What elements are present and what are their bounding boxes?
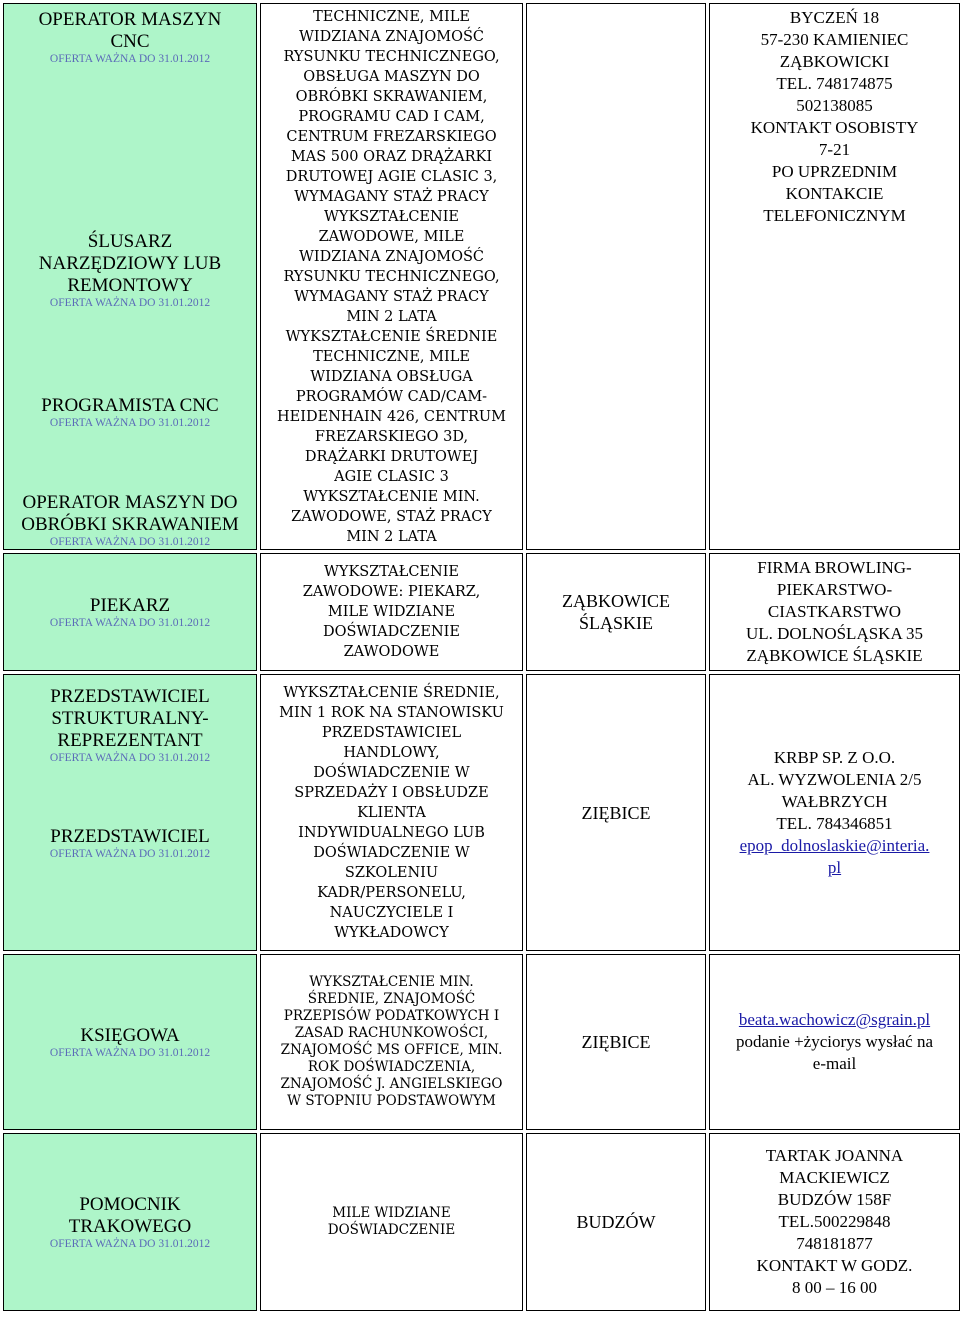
text-line: TEL.500229848 xyxy=(778,1212,891,1231)
text-line: MILE WIDZIANE xyxy=(327,604,456,620)
text-line: WYKSZTAŁCENIE ŚREDNIE xyxy=(285,329,498,345)
text-line: RYSUNKU TECHNICZNEGO, xyxy=(283,269,500,285)
text-line: 748181877 xyxy=(796,1234,873,1253)
text-line: TEL. 784346851 xyxy=(776,813,893,833)
text-line: 57-230 KAMIENIEC xyxy=(760,30,909,49)
job-title: NARZĘDZIOWY LUB xyxy=(38,253,222,275)
requirements-text xyxy=(265,974,518,1110)
table-row xyxy=(3,954,960,1130)
text-line: UL. DOLNOŚLĄSKA 35 xyxy=(745,624,924,643)
text-line: WAŁBRZYCH xyxy=(781,791,888,811)
job-title: OBRÓBKI SKRAWANIEM xyxy=(21,514,239,536)
text-line: TECHNICZNE, MILE xyxy=(313,9,470,25)
place-text xyxy=(531,1211,701,1233)
place-cell xyxy=(526,674,706,951)
job-entry xyxy=(4,1194,256,1251)
text-line: DOŚWIADCZENIE W xyxy=(313,844,470,861)
text-line: SPRZEDAŻY I OBSŁUDZE xyxy=(294,784,489,801)
table-row xyxy=(3,3,960,550)
text-line: MACKIEWICZ xyxy=(779,1168,890,1187)
job-title: CNC xyxy=(110,31,150,53)
text-line: ZAWODOWE, STAŻ PRACY xyxy=(291,509,492,525)
text-line: ROK DOŚWIADCZENIA, xyxy=(307,1059,476,1075)
offer-validity: OFERTA WAŻNA DO 31.01.2012 xyxy=(49,297,211,310)
text-line: ZAWODOWE: PIEKARZ, xyxy=(302,584,481,600)
text-line: podanie +życiorys wysłać na xyxy=(736,1032,933,1051)
text-line: INDYWIDUALNEGO LUB xyxy=(298,824,485,841)
job-title-cell xyxy=(3,3,257,550)
text-line: CIASTKARSTWO xyxy=(767,602,902,621)
job-title: POMOCNIK xyxy=(79,1193,181,1215)
contact-cell xyxy=(709,3,960,550)
text-line: DRĄŻARKI DRUTOWEJ xyxy=(304,449,479,465)
place-text xyxy=(531,590,701,634)
job-title-cell xyxy=(3,1133,257,1311)
text-line: HANDLOWY, xyxy=(343,744,440,761)
job-title: PIEKARZ xyxy=(89,594,171,616)
text-line: DOŚWIADCZENIE W xyxy=(313,764,470,781)
job-title: ŚLUSARZ xyxy=(87,231,173,253)
contact-cell xyxy=(709,553,960,671)
text-line: NAUCZYCIELE I xyxy=(329,904,454,921)
text-line: OBRÓBKI SKRAWANIEM, xyxy=(295,89,488,105)
text-line: MILE WIDZIANE xyxy=(332,1205,451,1221)
job-title: PRZEDSTAWICIEL xyxy=(50,686,210,707)
text-line: PRZEDSTAWICIEL xyxy=(321,724,462,741)
text-line: SZKOLENIU xyxy=(344,864,439,881)
contact-cell xyxy=(709,674,960,951)
text-line: ZASAD RACHUNKOWOŚCI, xyxy=(294,1025,489,1041)
text-line: DOŚWIADCZENIE xyxy=(327,1222,456,1238)
text-line: 8 00 – 16 00 xyxy=(792,1278,877,1297)
text-line: TARTAK JOANNA xyxy=(765,1146,904,1165)
text-line: WIDZIANA ZNAJOMOŚĆ xyxy=(299,249,484,265)
contact-text xyxy=(714,7,955,227)
text-line: MAS 500 ORAZ DRĄŻARKI xyxy=(290,149,493,165)
place-text xyxy=(531,1031,701,1053)
requirements-text xyxy=(265,1205,518,1239)
text-line: AL. WYZWOLENIA 2/5 xyxy=(747,769,922,789)
text-line: PIEKARSTWO- xyxy=(776,580,893,599)
text-line: DOŚWIADCZENIE xyxy=(323,624,460,640)
text-line: ZAWODOWE xyxy=(343,644,440,660)
text-line: WYKSZTAŁCENIE ŚREDNIE, xyxy=(283,684,500,701)
text-line: 502138085 xyxy=(796,96,873,115)
offer-validity: OFERTA WAŻNA DO 31.01.2012 xyxy=(49,752,211,764)
text-line: MIN 1 ROK NA STANOWISKU xyxy=(279,704,504,721)
table-row xyxy=(3,553,960,671)
text-line: AGIE CLASIC 3 xyxy=(334,469,449,485)
job-entry xyxy=(4,1025,256,1060)
contact-text xyxy=(714,747,955,879)
text-line: PRZEPISÓW PODATKOWYCH I xyxy=(283,1008,500,1024)
text-line: HEIDENHAIN 426, CENTRUM xyxy=(277,409,506,425)
job-entry xyxy=(4,430,256,549)
job-title-cell xyxy=(3,954,257,1130)
requirements-cell xyxy=(260,674,523,951)
text-line: WYKSZTAŁCENIE xyxy=(323,564,460,580)
job-entry xyxy=(4,68,256,311)
text-line: KRBP SP. Z O.O. xyxy=(773,747,896,767)
job-title: TRAKOWEGO xyxy=(68,1215,192,1237)
place-cell xyxy=(526,3,706,550)
contact-cell xyxy=(709,954,960,1130)
job-title: KSIĘGOWA xyxy=(80,1024,180,1046)
text-line: FREZARSKIEGO 3D, xyxy=(314,429,469,445)
job-entry xyxy=(4,675,256,765)
offer-validity: OFERTA WAŻNA DO 31.01.2012 xyxy=(49,53,211,66)
text-line: WYMAGANY STAŻ PRACY xyxy=(294,289,489,305)
text-line: MIN 2 LATA xyxy=(346,529,437,545)
text-line: ZAWODOWE, MILE xyxy=(318,229,465,245)
offer-validity: OFERTA WAŻNA DO 31.01.2012 xyxy=(49,848,211,860)
requirements-text xyxy=(265,562,518,662)
text-line: KLIENTA xyxy=(357,804,426,821)
job-title: REPREZENTANT xyxy=(57,730,203,751)
text-line: ŚLĄSKIE xyxy=(578,613,653,633)
text-line: WYKSZTAŁCENIE MIN. xyxy=(309,974,474,990)
table-row xyxy=(3,674,960,951)
text-line: BYCZEŃ 18 xyxy=(789,8,880,27)
contact-text xyxy=(714,1145,955,1299)
job-title: OPERATOR MASZYN xyxy=(38,9,222,31)
text-line: WYKSZTAŁCENIE xyxy=(323,209,460,225)
text-line: KONTAKT W GODZ. xyxy=(756,1256,913,1275)
place-cell xyxy=(526,954,706,1130)
text-line: BUDZÓW 158F xyxy=(777,1190,892,1209)
requirements-cell xyxy=(260,3,523,550)
offer-validity: OFERTA WAŻNA DO 31.01.2012 xyxy=(49,416,211,429)
job-title: STRUKTURALNY- xyxy=(51,708,209,729)
text-line: BUDZÓW xyxy=(576,1212,656,1232)
job-title: PROGRAMISTA CNC xyxy=(41,394,219,416)
text-line: TELEFONICZNYM xyxy=(763,206,906,225)
place-cell xyxy=(526,1133,706,1311)
text-line: ZĄBKOWICKI xyxy=(779,52,890,71)
job-entry xyxy=(4,310,256,429)
text-line: ZĄBKOWICE ŚLĄSKIE xyxy=(746,646,923,665)
text-line: ZNAJOMOŚĆ J. ANGIELSKIEGO xyxy=(280,1076,503,1092)
text-line: TECHNICZNE, MILE xyxy=(313,349,470,365)
email-link[interactable]: epop_dolnoslaskie@interia. xyxy=(739,835,930,855)
place-text xyxy=(531,802,701,824)
offer-validity: OFERTA WAŻNA DO 31.01.2012 xyxy=(49,536,211,549)
text-line: CENTRUM FREZARSKIEGO xyxy=(286,129,497,145)
text-line: RYSUNKU TECHNICZNEGO, xyxy=(283,49,500,65)
contact-text xyxy=(714,557,955,667)
text-line: TEL. 748174875 xyxy=(776,74,893,93)
text-line: WIDZIANA OBSŁUGA xyxy=(310,369,473,385)
text-line: KADR/PERSONELU, xyxy=(317,884,466,901)
text-line: KONTAKT OSOBISTY xyxy=(750,118,919,137)
text-line: WYKSZTAŁCENIE MIN. xyxy=(303,489,480,505)
requirements-cell xyxy=(260,954,523,1130)
requirements-text xyxy=(265,683,518,943)
text-line: ZNAJOMOŚĆ MS OFFICE, MIN. xyxy=(280,1042,503,1058)
job-title-cell xyxy=(3,553,257,671)
text-line: 7-21 xyxy=(818,140,851,159)
contact-text xyxy=(714,1009,955,1075)
job-title: PRZEDSTAWICIEL xyxy=(50,826,210,847)
requirements-cell xyxy=(260,1133,523,1311)
job-title-cell xyxy=(3,674,257,951)
place-cell xyxy=(526,553,706,671)
text-line: ZĄBKOWICE xyxy=(562,591,670,611)
text-line: PROGRAMÓW CAD/CAM- xyxy=(295,389,488,405)
offer-validity: OFERTA WAŻNA DO 31.01.2012 xyxy=(49,1237,211,1250)
text-line: WIDZIANA ZNAJOMOŚĆ xyxy=(299,29,484,45)
text-line: DRUTOWEJ AGIE CLASIC 3, xyxy=(285,169,498,185)
text-line: FIRMA BROWLING- xyxy=(757,558,912,577)
text-line: KONTAKCIE xyxy=(785,184,884,203)
text-line: ŚREDNIE, ZNAJOMOŚĆ xyxy=(307,991,476,1007)
job-entry xyxy=(4,595,256,630)
job-entry xyxy=(4,4,256,68)
text-line: W STOPNIU PODSTAWOWYM xyxy=(287,1093,496,1109)
text-line: ZIĘBICE xyxy=(581,1032,651,1052)
offer-validity: OFERTA WAŻNA DO 31.01.2012 xyxy=(49,616,211,629)
email-link[interactable]: beata.wachowicz@sgrain.pl xyxy=(738,1010,931,1029)
requirements-text xyxy=(265,7,518,547)
table-row xyxy=(3,1133,960,1311)
text-line: MIN 2 LATA xyxy=(346,309,437,325)
text-line: WYKŁADOWCY xyxy=(334,924,449,941)
job-title: OPERATOR MASZYN DO xyxy=(22,492,238,514)
offer-validity: OFERTA WAŻNA DO 31.01.2012 xyxy=(49,1046,211,1059)
requirements-cell xyxy=(260,553,523,671)
text-line: PROGRAMU CAD I CAM, xyxy=(298,109,485,125)
text-line: ZIĘBICE xyxy=(581,802,651,823)
text-line: PO UPRZEDNIM xyxy=(771,162,898,181)
contact-cell xyxy=(709,1133,960,1311)
job-entry xyxy=(4,765,256,861)
text-line: WYMAGANY STAŻ PRACY xyxy=(294,189,489,205)
email-link[interactable]: pl xyxy=(827,857,842,877)
text-line: e-mail xyxy=(812,1054,857,1073)
job-title: REMONTOWY xyxy=(67,275,193,297)
text-line: OBSŁUGA MASZYN DO xyxy=(303,69,480,85)
